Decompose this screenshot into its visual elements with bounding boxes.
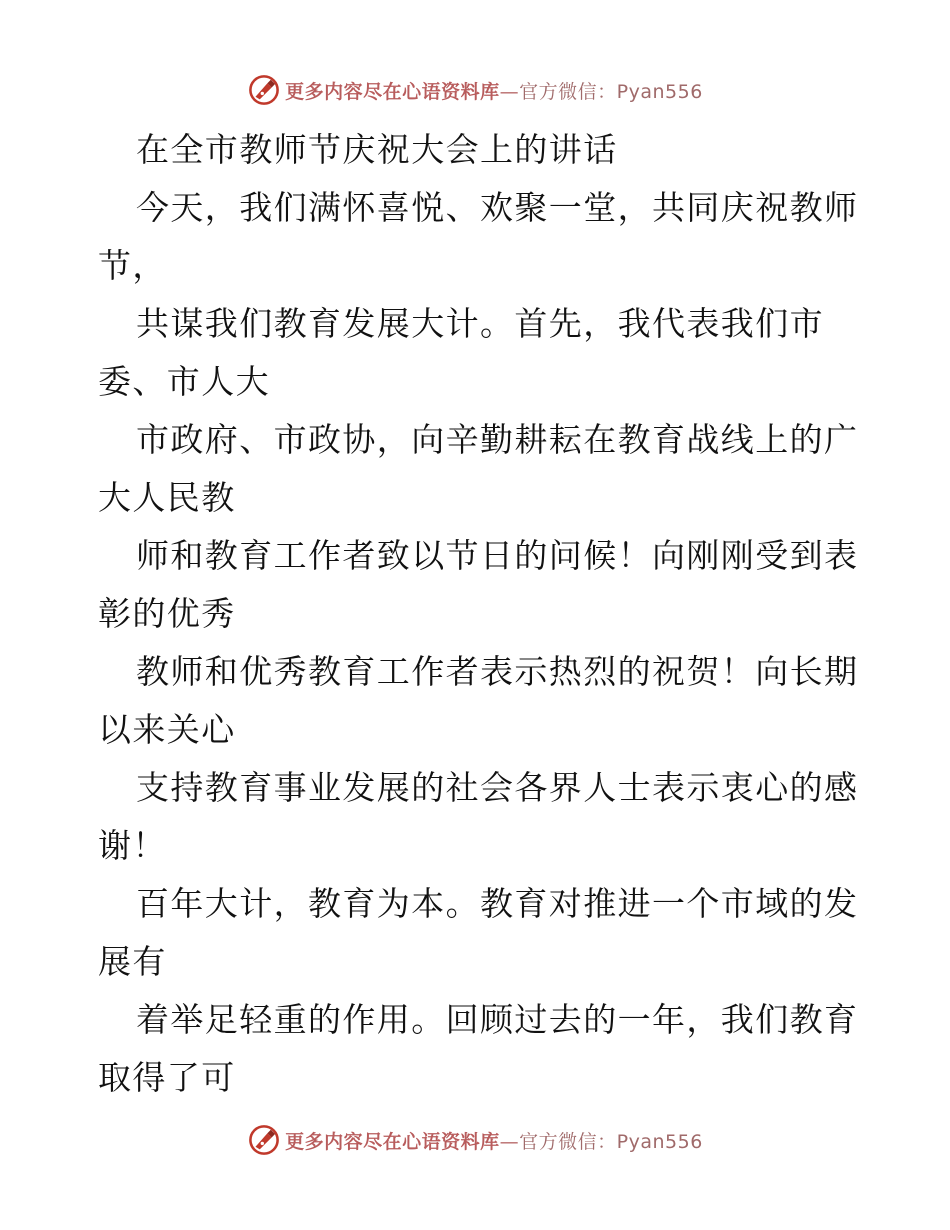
header-banner xyxy=(0,70,950,110)
paragraph-line: 展有 xyxy=(98,942,167,981)
pen-logo-icon xyxy=(247,1123,281,1157)
paragraph-line: 节， xyxy=(98,246,167,285)
paragraph-line: 委、市人大 xyxy=(98,362,270,401)
paragraph-line: 教师和优秀教育工作者表示热烈的祝贺！向长期 xyxy=(136,652,859,691)
footer-separator: — xyxy=(499,1130,520,1153)
paragraph-line: 取得了可 xyxy=(98,1058,236,1097)
paragraph-line: 支持教育事业发展的社会各界人士表示衷心的感 xyxy=(136,768,859,807)
paragraph-line: 今天，我们满怀喜悦、欢聚一堂，共同庆祝教师 xyxy=(136,188,859,227)
paragraph-line: 大人民教 xyxy=(98,478,236,517)
footer-banner-text xyxy=(285,1127,703,1154)
document-title: 在全市教师节庆祝大会上的讲话 xyxy=(136,130,618,169)
header-official-text: 官方微信：Pyan556 xyxy=(519,80,703,103)
header-banner-text xyxy=(285,77,703,104)
paragraph-line: 师和教育工作者致以节日的问候！向刚刚受到表 xyxy=(136,536,859,575)
header-separator: — xyxy=(499,80,520,103)
paragraph-line: 市政府、市政协，向辛勤耕耘在教育战线上的广 xyxy=(136,420,859,459)
header-brand-text: 更多内容尽在心语资料库 xyxy=(285,80,500,103)
paragraph-line: 共谋我们教育发展大计。首先，我代表我们市 xyxy=(136,304,824,343)
pen-logo-icon xyxy=(247,73,281,107)
footer-banner xyxy=(0,1120,950,1160)
paragraph-line: 以来关心 xyxy=(98,710,236,749)
paragraph-line: 谢！ xyxy=(98,826,167,865)
footer-brand-text: 更多内容尽在心语资料库 xyxy=(285,1130,500,1153)
paragraph-line: 着举足轻重的作用。回顾过去的一年，我们教育 xyxy=(136,1000,859,1039)
paragraph-line: 百年大计，教育为本。教育对推进一个市域的发 xyxy=(136,884,859,923)
footer-official-text: 官方微信：Pyan556 xyxy=(519,1130,703,1153)
paragraph-line: 彰的优秀 xyxy=(98,594,236,633)
